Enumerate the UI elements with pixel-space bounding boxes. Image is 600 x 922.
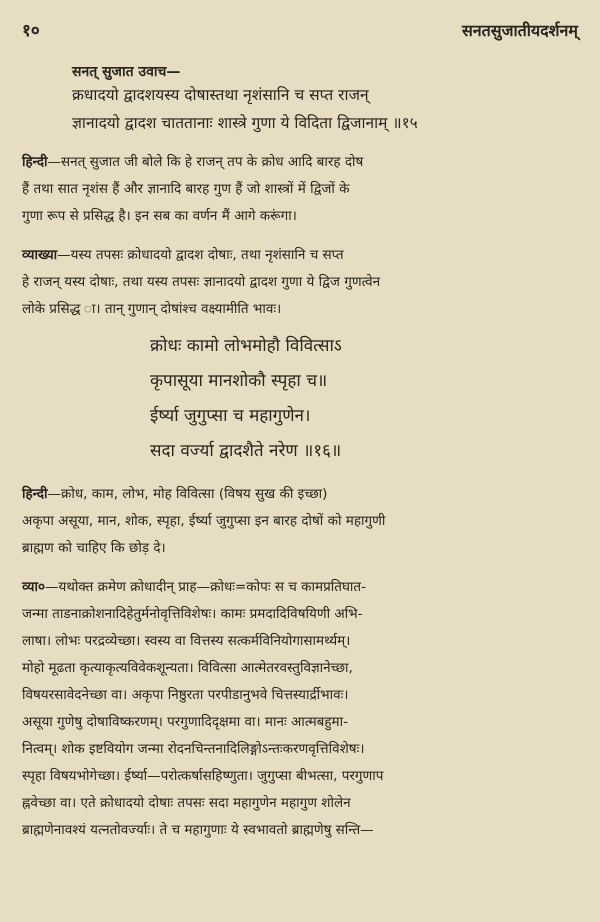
text-line: हे राजन् यस्य दोषाः, तथा यस्य तपसः ज्ञानादयो द्वादश गुणा ये द्विज गुणत्वेन	[22, 274, 381, 290]
commentary-2	[22, 574, 578, 844]
text-line: असूया गुणेषु दोषाविष्करणम्। परगुणादिदृक्षमा वा। मानः आत्मबहुमा-	[22, 714, 348, 730]
vyakhya-label: व्या०	[22, 579, 45, 595]
text-line: ब्राह्मणेनावश्यं यत्नतोवर्ज्याः। ते च महागुणाः ये स्वभावतो ब्राह्मणेषु सन्ति—	[22, 822, 374, 838]
verse-16	[150, 329, 578, 469]
verse-line: सदा वर्ज्या द्वादशैते नरेण ॥१६॥	[150, 441, 342, 461]
text-line: —यथोक्त क्रमेण क्रोधादीन् प्राह—क्रोधः=कोपः स च कामप्रतिघात-	[44, 579, 366, 595]
text-line: —यस्य तपसः क्रोधादयो द्वादश दोषाः, तथा नृशंसानि च सप्त	[57, 247, 344, 263]
hindi-translation-2	[22, 481, 578, 562]
page-number: १०	[22, 21, 40, 41]
hindi-label: हिन्दी	[22, 486, 48, 502]
text-line: ह्नवेच्छा वा। एते क्रोधादयो दोषाः तपसः सदा महागुणेन महागुण शोलेन	[22, 795, 351, 811]
running-title: सनतसुजातीयदर्शनम्	[461, 21, 578, 40]
text-line: अकृपा असूया, मान, शोक, स्पृहा, ईर्ष्या जुगुप्सा इन बारह दोषों को महागुणी	[22, 513, 386, 529]
page-header	[22, 18, 578, 52]
text-line: ब्राह्मण को चाहिए कि छोड़ दे।	[22, 540, 166, 556]
text-line: —सनत् सुजात जी बोले कि हे राजन् तप के क्रोध आदि बारह दोष	[47, 154, 364, 170]
commentary-1	[22, 242, 578, 323]
verse-line: क्रधादयो द्वादशयस्य दोषास्तथा नृशंसानि च सप्त राजन्	[72, 86, 369, 104]
text-line: नित्वम्। शोक इष्टवियोग जन्मा रोदनचिन्तनादिलिङ्गोऽन्तःकरणवृत्तिविशेषः।	[22, 741, 365, 757]
text-line: लाषा। लोभः परद्रव्येच्छा। स्वस्य वा वित्तस्य सत्कर्मविनियोगासामर्थ्यम्।	[22, 633, 351, 649]
text-line: लोके प्रसिद्ध ा। तान् गुणान् दोषांश्च वक्ष्यामीति भावः।	[22, 301, 282, 317]
text-line: हैं तथा सात नृशंस हैं और ज्ञानादि बारह गुण हैं जो शास्त्रों में द्विजों के	[22, 181, 350, 197]
hindi-label: हिन्दी	[22, 154, 48, 170]
verse-line: ज्ञानादयो द्वादश चाततानाः शास्त्रे गुणा ये विदिता द्विजानाम् ॥१५	[72, 114, 418, 132]
verse-15	[72, 81, 578, 137]
text-line: मोहो मूढता कृत्याकृत्यविवेकशून्यता। विवित्सा आत्मेतरवस्तुविज्ञानेच्छा,	[22, 660, 353, 676]
text-line: गुणा रूप से प्रसिद्ध है। इन सब का वर्णन मैं आगे करूंगा।	[22, 208, 297, 224]
hindi-translation-1	[22, 149, 578, 230]
text-line: —क्रोध, काम, लोभ, मोह विवित्सा (विषय सुख की इच्छा)	[47, 486, 328, 502]
verse-line: क्रोधः कामो लोभमोहौ विवित्साऽ	[150, 336, 342, 356]
text-line: स्पृहा विषयभोगेच्छा। ईर्ष्या—परोत्कर्षासहिष्णुता। जुगुप्सा बीभत्सा, परगुणाप	[22, 768, 384, 784]
vyakhya-label: व्याख्या	[22, 247, 58, 263]
verse-line: कृपासूया मानशोकौ स्पृहा च॥	[150, 371, 328, 391]
speaker-heading: सनत् सुजात उवाच—	[72, 64, 181, 80]
text-line: जन्मा ताडनाक्रोशनादिहेतुर्मनोवृत्तिविशेषः। कामः प्रमदादिविषयिणी अभि-	[22, 606, 363, 622]
text-line: विषयरसावेदनेच्छा वा। अकृपा निष्ठुरता परपीडानुभवे चित्तस्यार्द्रीभावः।	[22, 687, 349, 703]
verse-line: ईर्ष्या जुगुप्सा च महागुणेन।	[150, 406, 311, 426]
